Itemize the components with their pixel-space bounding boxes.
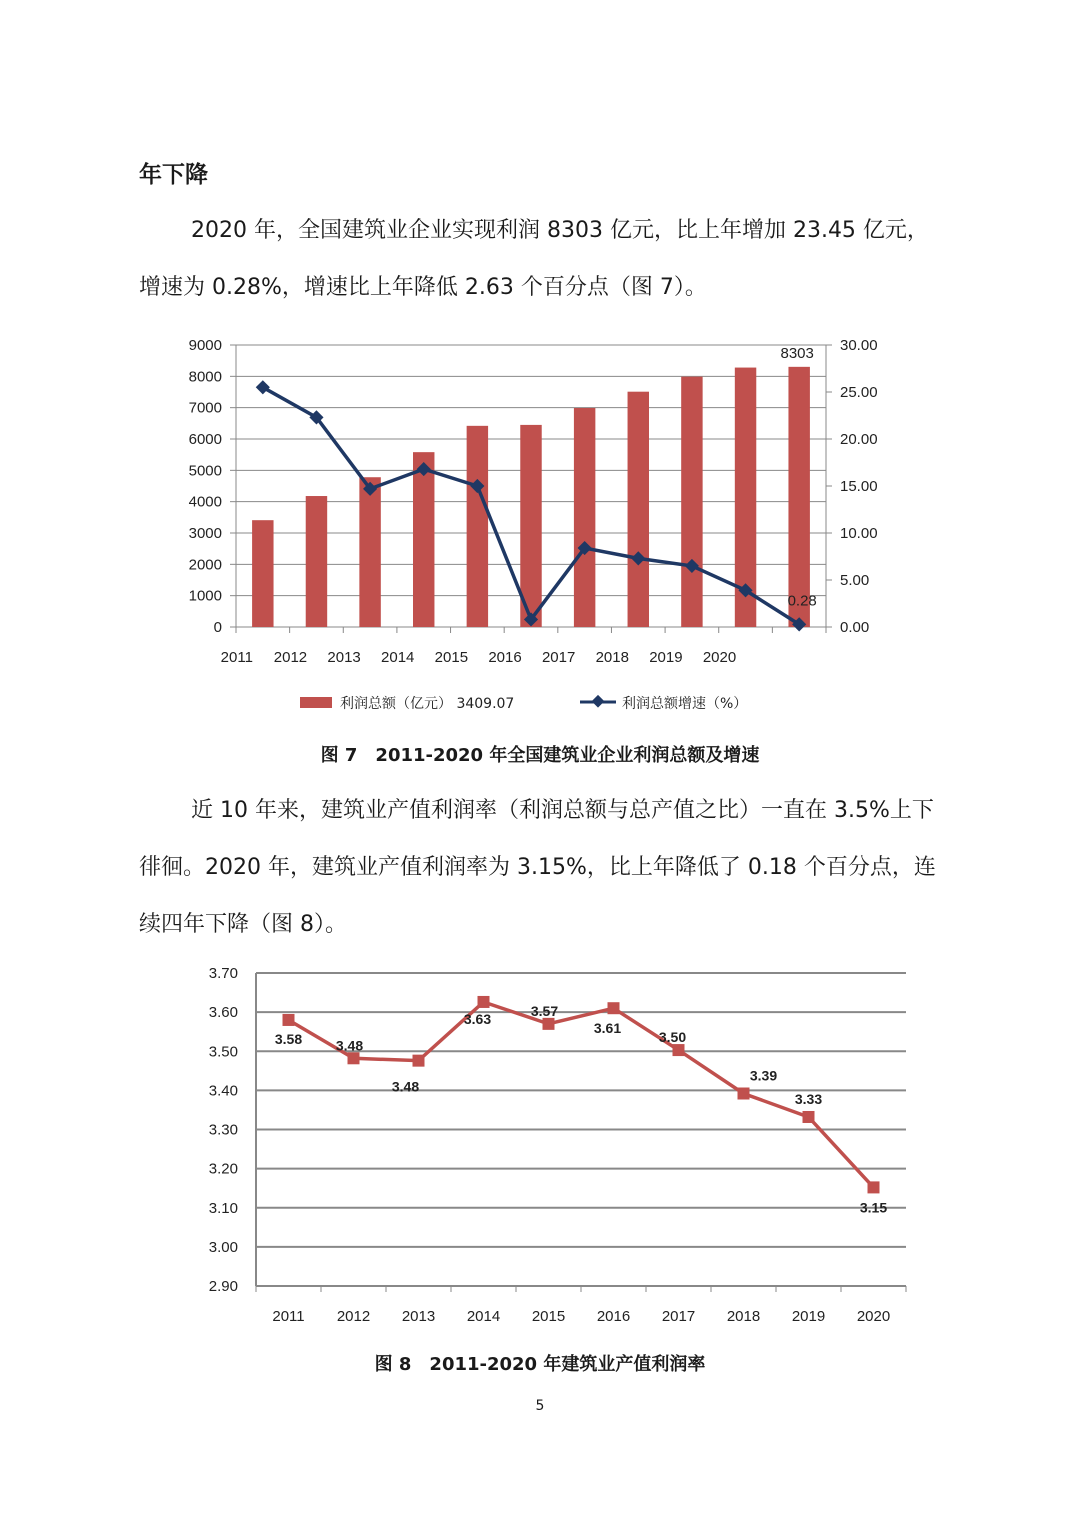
- y-right-tick-label: 5.00: [840, 572, 870, 589]
- y-tick-label: 3.50: [208, 1043, 238, 1061]
- y-right-tick-label: 30.00: [840, 337, 878, 354]
- margin-data-label: 3.50: [658, 1029, 687, 1046]
- y-right-tick-label: 15.00: [840, 478, 878, 495]
- y-tick-label: 3.20: [208, 1160, 238, 1178]
- margin-data-label: 3.39: [749, 1067, 778, 1084]
- paragraph-margin-text: 近 10 年来，建筑业产值利润率（利润总额与总产值之比）一直在 3.5%上下徘徊。2020 年，建筑业产值利润率为 3.15%，比上年降低了 0.18 个百分点，连续四年下降（图 8）。: [139, 798, 936, 937]
- y-left-tick-label: 1000: [188, 587, 222, 605]
- y-right-tick-label: 25.00: [840, 384, 878, 401]
- x-tick-label: 2015: [531, 1308, 566, 1325]
- margin-point: [348, 1052, 360, 1064]
- x-tick-label: 2018: [595, 649, 629, 666]
- y-tick-label: 3.00: [208, 1238, 238, 1256]
- margin-point: [738, 1088, 750, 1100]
- x-tick-label: 2011: [220, 649, 253, 666]
- x-tick-label: 2014: [466, 1308, 501, 1325]
- y-tick-label: 3.10: [208, 1199, 238, 1217]
- x-tick-label: 2018: [726, 1308, 761, 1325]
- x-tick-label: 2016: [596, 1308, 631, 1325]
- margin-data-label: 3.61: [593, 1020, 622, 1037]
- line-data-label: 0.28: [787, 592, 817, 610]
- x-tick-label: 2020: [856, 1308, 891, 1325]
- margin-point: [543, 1018, 555, 1030]
- x-tick-label: 2016: [488, 649, 522, 666]
- y-right-tick-label: 20.00: [840, 431, 878, 448]
- x-tick-label: 2017: [541, 649, 576, 666]
- figure8-caption: 图 8 2011-2020 年建筑业产值利润率: [374, 1354, 706, 1375]
- page-number: 5: [535, 1398, 545, 1414]
- y-left-tick-label: 5000: [188, 462, 222, 480]
- y-left-tick-label: 0: [213, 619, 222, 636]
- bar-data-label: 8303: [780, 344, 814, 362]
- margin-data-label: 3.63: [463, 1010, 492, 1027]
- figure7-caption: 图 7 2011-2020 年全国建筑业企业利润总额及增速: [320, 745, 760, 766]
- y-left-tick-label: 7000: [188, 399, 222, 417]
- margin-point: [803, 1111, 815, 1123]
- x-tick-label: 2014: [381, 649, 415, 666]
- margin-data-label: 3.33: [794, 1090, 823, 1107]
- y-left-tick-label: 3000: [188, 525, 222, 542]
- margin-point: [478, 996, 490, 1008]
- margin-line: [289, 1002, 874, 1187]
- x-tick-label: 2012: [336, 1308, 371, 1325]
- x-tick-label: 2011: [272, 1308, 305, 1325]
- margin-point: [868, 1181, 880, 1193]
- x-tick-label: 2019: [649, 649, 683, 666]
- margin-point: [413, 1055, 425, 1067]
- x-tick-label: 2015: [434, 649, 469, 666]
- x-tick-label: 2017: [661, 1308, 696, 1325]
- y-right-tick-label: 10.00: [840, 525, 878, 542]
- margin-point: [608, 1002, 620, 1014]
- x-tick-label: 2012: [273, 649, 308, 666]
- margin-point: [673, 1044, 685, 1056]
- x-tick-label: 2020: [702, 649, 737, 666]
- margin-data-label: 3.58: [274, 1030, 303, 1047]
- margin-data-label: 3.15: [859, 1199, 888, 1216]
- y-tick-label: 3.60: [208, 1004, 238, 1022]
- legend-line-label: 利润总额增速（%）: [622, 696, 748, 712]
- y-tick-label: 2.90: [208, 1278, 238, 1295]
- y-left-tick-label: 2000: [188, 556, 222, 574]
- margin-data-label: 3.57: [530, 1002, 559, 1019]
- margin-data-label: 3.48: [391, 1078, 420, 1095]
- x-tick-label: 2019: [791, 1308, 826, 1325]
- y-left-tick-label: 9000: [188, 337, 222, 354]
- legend-bar-label: 利润总额（亿元） 3409.07: [340, 696, 515, 712]
- y-left-tick-label: 4000: [188, 493, 222, 511]
- y-left-tick-label: 8000: [188, 368, 222, 386]
- section-heading: 年下降: [139, 162, 208, 188]
- margin-data-label: 3.48: [335, 1037, 364, 1054]
- y-left-tick-label: 6000: [188, 431, 222, 448]
- x-tick-label: 2013: [327, 649, 361, 666]
- margin-point: [283, 1014, 295, 1026]
- paragraph-profit-text: 2020 年，全国建筑业企业实现利润 8303 亿元，比上年增加 23.45 亿元，增速为 0.28%，增速比上年降低 2.63 个百分点（图 7）。: [139, 218, 929, 300]
- y-tick-label: 3.30: [208, 1121, 238, 1139]
- y-tick-label: 3.70: [208, 965, 238, 982]
- y-right-tick-label: 0.00: [840, 619, 870, 636]
- y-tick-label: 3.40: [208, 1082, 238, 1100]
- x-tick-label: 2013: [401, 1308, 436, 1325]
